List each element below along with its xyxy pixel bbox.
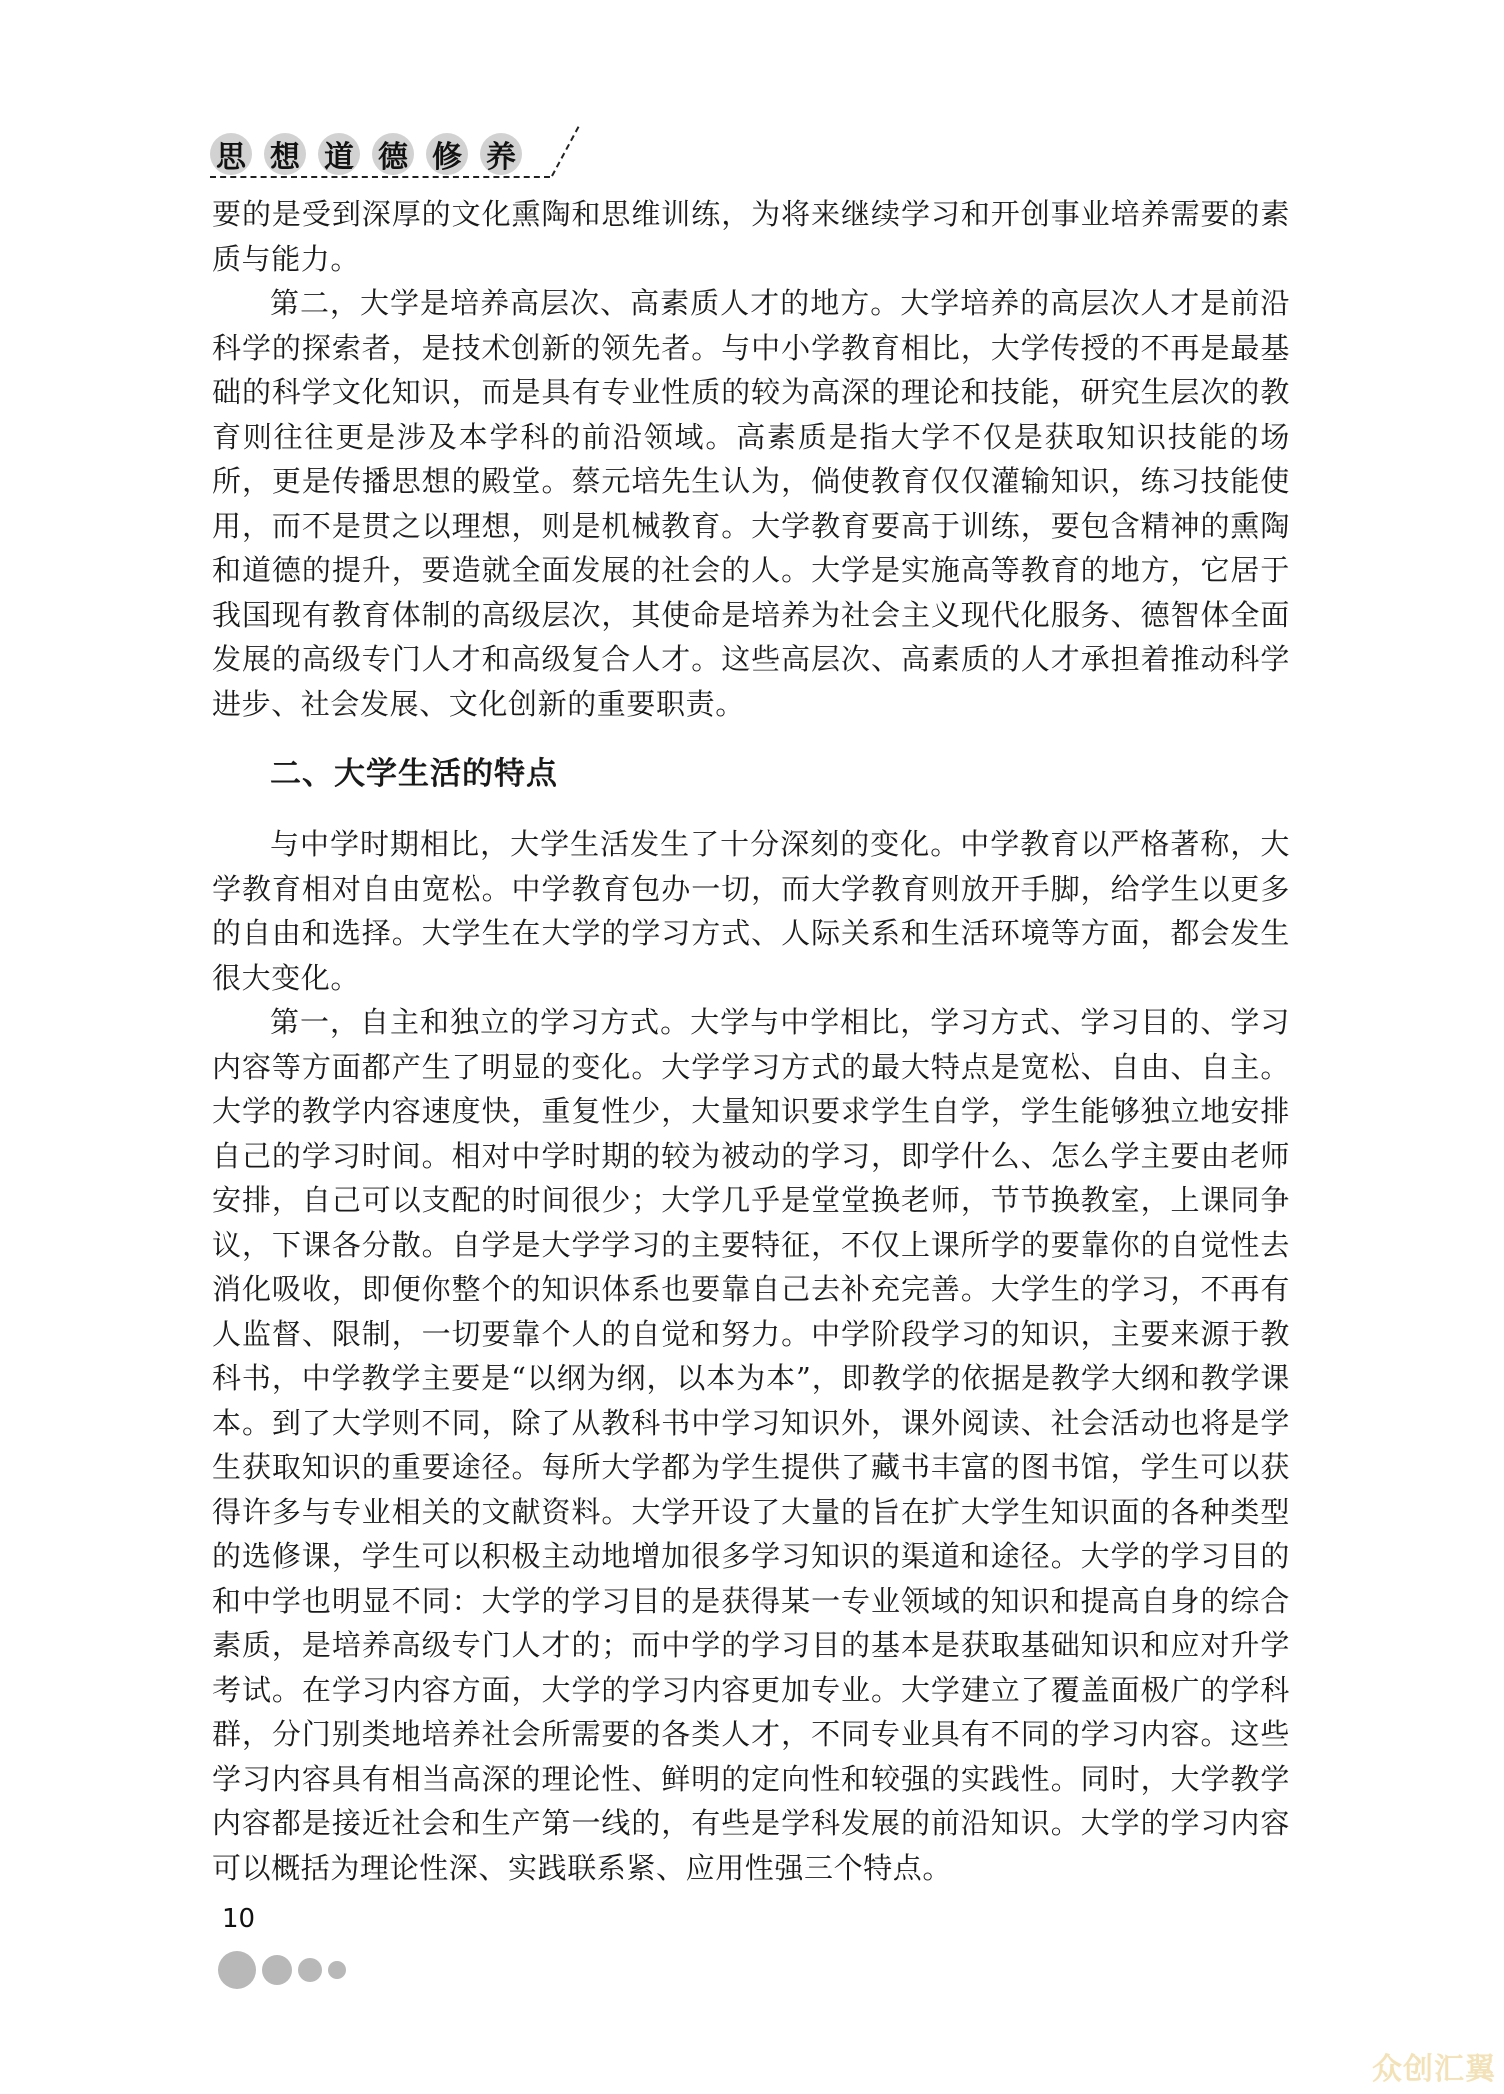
header-char: 想 [264,133,306,175]
header-char: 德 [372,133,414,175]
header-char: 修 [426,133,468,175]
header-slash-decoration [546,120,586,180]
header-dashed-underline [210,176,550,178]
footer-dot [262,1955,292,1985]
footer-dot [298,1958,322,1982]
paragraph-first-point: 第一，自主和独立的学习方式。大学与中学相比，学习方式、学习目的、学习内容等方面都产生了明显的变化。大学学习方式的最大特点是宽松、自由、自主。大学的教学内容速度快，重复性少，大量知识要求学生自学，学生能够独立地安排自己的学习时间。相对中学时期的较为被动的学习，即学什么、怎么学主要由老师安排，自己可以支配的时间很少；大学几乎是堂堂换老师，节节换教室，上课同争议，下课各分散。自学是大学学习的主要特征，不仅上课所学的要靠你的自觉性去消化吸收，即便你整个的知识体系也要靠自己去补充完善。大学生的学习，不再有人监督、限制，一切要靠个人的自觉和努力。中学阶段学习的知识，主要来源于教科书，中学教学主要是“以纲为纲，以本为本”，即教学的依据是教学大纲和教学课本。到了大学则不同，除了从教科书中学习知识外，课外阅读、社会活动也将是学生获取知识的重要途径。每所大学都为学生提供了藏书丰富的图书馆，学生可以获得许多与专业相关的文献资料。大学开设了大量的旨在扩大学生知识面的各种类型的选修课，学生可以积极主动地增加很多学习知识的渠道和途径。大学的学习目的和中学也明显不同：大学的学习目的是获得某一专业领域的知识和提高自身的综合素质，是培养高级专门人才的；而中学的学习目的基本是获取基础知识和应对升学考试。在学习内容方面，大学的学习内容更加专业。大学建立了覆盖面极广的学科群，分门别类地培养社会所需要的各类人才，不同专业具有不同的学习内容。这些学习内容具有相当高深的理论性、鲜明的定向性和较强的实践性。同时，大学教学内容都是接近社会和生产第一线的，有些是学科发展的前沿知识。大学的学习内容可以概括为理论性深、实践联系紧、应用性强三个特点。 [212,1005,1290,1885]
header-char: 思 [210,133,252,175]
header-char: 养 [480,133,522,175]
paragraph-continued: 要的是受到深厚的文化熏陶和思维训练，为将来继续学习和开创事业培养需要的素质与能力。 [212,197,1290,276]
running-header [210,124,522,184]
page-number: 10 [222,1904,256,1934]
paragraph-second-point: 第二，大学是培养高层次、高素质人才的地方。大学培养的高层次人才是前沿科学的探索者，是技术创新的领先者。与中小学教育相比，大学传授的不再是最基础的科学文化知识，而是具有专业性质的较为高深的理论和技能，研究生层次的教育则往往更是涉及本学科的前沿领域。高素质是指大学不仅是获取知识技能的场所，更是传播思想的殿堂。蔡元培先生认为，倘使教育仅仅灌输知识，练习技能使用，而不是贯之以理想，则是机械教育。大学教育要高于训练，要包含精神的熏陶和道德的提升，要造就全面发展的社会的人。大学是实施高等教育的地方，它居于我国现有教育体制的高级层次，其使命是培养为社会主义现代化服务、德智体全面发展的高级专门人才和高级复合人才。这些高层次、高素质的人才承担着推动科学进步、社会发展、文化创新的重要职责。 [212,286,1290,721]
section-heading: 二、大学生活的特点 [270,756,558,792]
paragraph-intro: 与中学时期相比，大学生活发生了十分深刻的变化。中学教育以严格著称，大学教育相对自由宽松。中学教育包办一切，而大学教育则放开手脚，给学生以更多的自由和选择。大学生在大学的学习方式、人际关系和生活环境等方面，都会发生很大变化。 [212,827,1290,995]
footer-dot [328,1961,346,1979]
watermark: 众创汇翼 [1372,2052,1496,2087]
footer-dot [218,1951,256,1989]
header-title [210,133,522,175]
header-char: 道 [318,133,360,175]
page-body [212,192,1290,1890]
footer-dots-decoration [218,1948,346,1992]
